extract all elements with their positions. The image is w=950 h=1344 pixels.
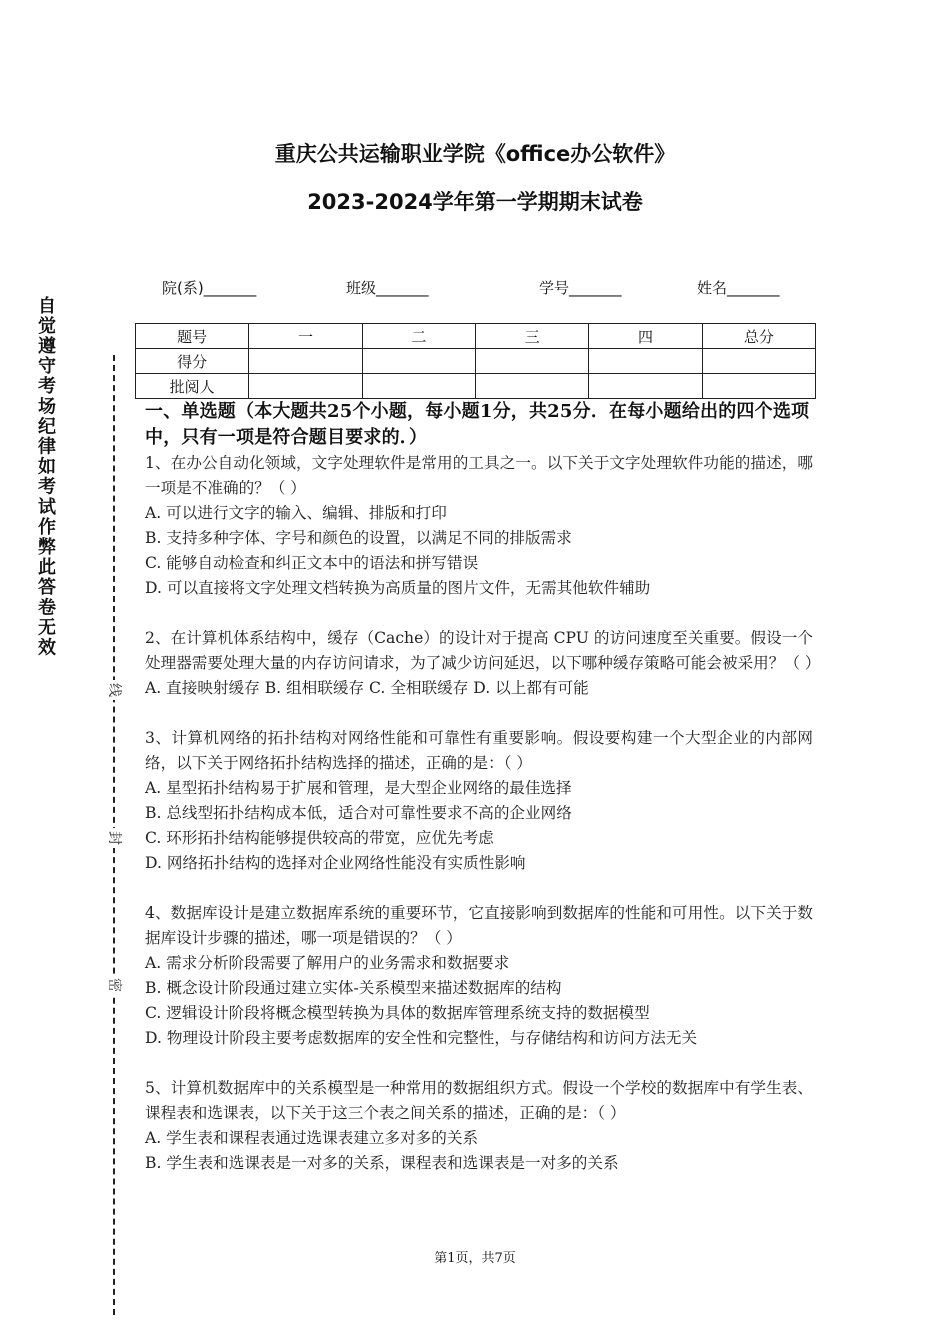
section-heading: 一、单选题（本大题共25个小题，每小题1分，共25分．在每小题给出的四个选项中，只有一项是符合题目要求的．） xyxy=(145,401,810,448)
binding-mark-seal: 封 xyxy=(104,828,124,848)
reviewer-row xyxy=(136,374,816,399)
answer-option: B. 支持多种字体、字号和颜色的设置，以满足不同的排版需求 xyxy=(145,529,572,547)
question-list xyxy=(145,451,821,1176)
info-blank[interactable]: _______ xyxy=(727,279,780,297)
header-cell: 总分 xyxy=(702,324,815,349)
answer-option: C. 逻辑设计阶段将概念模型转换为具体的数据库管理系统支持的数据模型 xyxy=(145,1004,650,1022)
question xyxy=(145,451,813,601)
score-cell xyxy=(249,349,362,374)
header-cell: 四 xyxy=(589,324,702,349)
row-label: 批阅人 xyxy=(136,374,249,399)
binding-mark-line: 线 xyxy=(104,680,124,700)
info-blank[interactable]: _______ xyxy=(376,279,429,297)
info-label: 姓名 xyxy=(697,279,728,297)
answer-option: C. 环形拓扑结构能够提供较高的带宽，应优先考虑 xyxy=(145,829,494,847)
answer-option: D. 物理设计阶段主要考虑数据库的安全性和完整性，与存储结构和访问方法无关 xyxy=(145,1029,698,1047)
reviewer-cell xyxy=(702,374,815,399)
info-department xyxy=(162,277,256,298)
answer-option: D. 网络拓扑结构的选择对企业网络性能没有实质性影响 xyxy=(145,854,526,872)
info-blank[interactable]: _______ xyxy=(569,279,622,297)
reviewer-cell xyxy=(362,374,475,399)
reviewer-cell xyxy=(589,374,702,399)
exam-subtitle: 2023-2024学年第一学期期末试卷 xyxy=(307,190,643,214)
option-row xyxy=(145,676,813,701)
header-cell: 二 xyxy=(362,324,475,349)
question xyxy=(145,1076,813,1176)
exam-title: 重庆公共运输职业学院《office办公软件》 xyxy=(274,142,676,166)
score-cell xyxy=(475,349,588,374)
score-cell xyxy=(702,349,815,374)
question-stem: 2、在计算机体系结构中，缓存（Cache）的设计对于提高 CPU 的访问速度至关重要。假设一个处理器需要处理大量的内存访问请求，为了减少访问延迟，以下哪种缓存策略可能会被采用？（ ） xyxy=(145,629,821,672)
score-table-header xyxy=(136,324,816,349)
binding-mark-secret: 密 xyxy=(104,975,124,995)
info-label: 班级 xyxy=(346,279,377,297)
answer-option: A. 学生表和课程表通过选课表建立多对多的关系 xyxy=(145,1129,479,1147)
reviewer-cell xyxy=(475,374,588,399)
question-stem: 3、计算机网络的拓扑结构对网络性能和可靠性有重要影响。假设要构建一个大型企业的内部网络，以下关于网络拓扑结构选择的描述，正确的是：（ ） xyxy=(145,729,813,772)
question xyxy=(145,626,821,701)
question xyxy=(145,726,813,876)
exam-content xyxy=(145,399,821,1201)
answer-option: A. 可以进行文字的输入、编辑、排版和打印 xyxy=(145,504,447,522)
answer-option: D. 以上都有可能 xyxy=(473,679,589,697)
info-class xyxy=(346,277,429,298)
info-label: 学号 xyxy=(539,279,570,297)
answer-option: D. 可以直接将文字处理文档转换为高质量的图片文件，无需其他软件辅助 xyxy=(145,579,651,597)
header-cell: 题号 xyxy=(136,324,249,349)
answer-option: B. 概念设计阶段通过建立实体-关系模型来描述数据库的结构 xyxy=(145,979,562,997)
score-row xyxy=(136,349,816,374)
answer-option: A. 星型拓扑结构易于扩展和管理，是大型企业网络的最佳选择 xyxy=(145,779,572,797)
answer-option: A. 直接映射缓存 xyxy=(145,679,260,697)
reviewer-cell xyxy=(249,374,362,399)
score-cell xyxy=(589,349,702,374)
score-cell xyxy=(362,349,475,374)
row-label: 得分 xyxy=(136,349,249,374)
answer-option: B. 组相联缓存 xyxy=(264,679,365,697)
info-name xyxy=(697,277,780,298)
question-stem: 1、在办公自动化领域，文字处理软件是常用的工具之一。以下关于文字处理软件功能的描述，哪一项是不准确的？（ ） xyxy=(145,454,813,497)
answer-option: A. 需求分析阶段需要了解用户的业务需求和数据要求 xyxy=(145,954,510,972)
page-number: 第1页，共7页 xyxy=(434,1251,516,1266)
question-stem: 4、数据库设计是建立数据库系统的重要环节，它直接影响到数据库的性能和可用性。以下关于数据库设计步骤的描述，哪一项是错误的？（ ） xyxy=(145,904,813,947)
question xyxy=(145,901,813,1051)
info-student-id xyxy=(539,277,622,298)
question-stem: 5、计算机数据库中的关系模型是一种常用的数据组织方式。假设一个学校的数据库中有学生表、课程表和选课表，以下关于这三个表之间关系的描述，正确的是：（ ） xyxy=(145,1079,813,1122)
answer-option: B. 总线型拓扑结构成本低，适合对可靠性要求不高的企业网络 xyxy=(145,804,572,822)
answer-option: B. 学生表和选课表是一对多的关系，课程表和选课表是一对多的关系 xyxy=(145,1154,619,1172)
header-cell: 三 xyxy=(475,324,588,349)
score-table xyxy=(135,323,816,399)
exam-discipline-notice: 自觉遵守考场纪律如考试作弊此答卷无效 xyxy=(35,296,56,658)
answer-option: C. 能够自动检查和纠正文本中的语法和拼写错误 xyxy=(145,554,479,572)
info-label: 院(系) xyxy=(162,279,204,297)
info-blank[interactable]: _______ xyxy=(203,279,257,297)
header-cell: 一 xyxy=(249,324,362,349)
answer-option: C. 全相联缓存 xyxy=(369,679,469,697)
